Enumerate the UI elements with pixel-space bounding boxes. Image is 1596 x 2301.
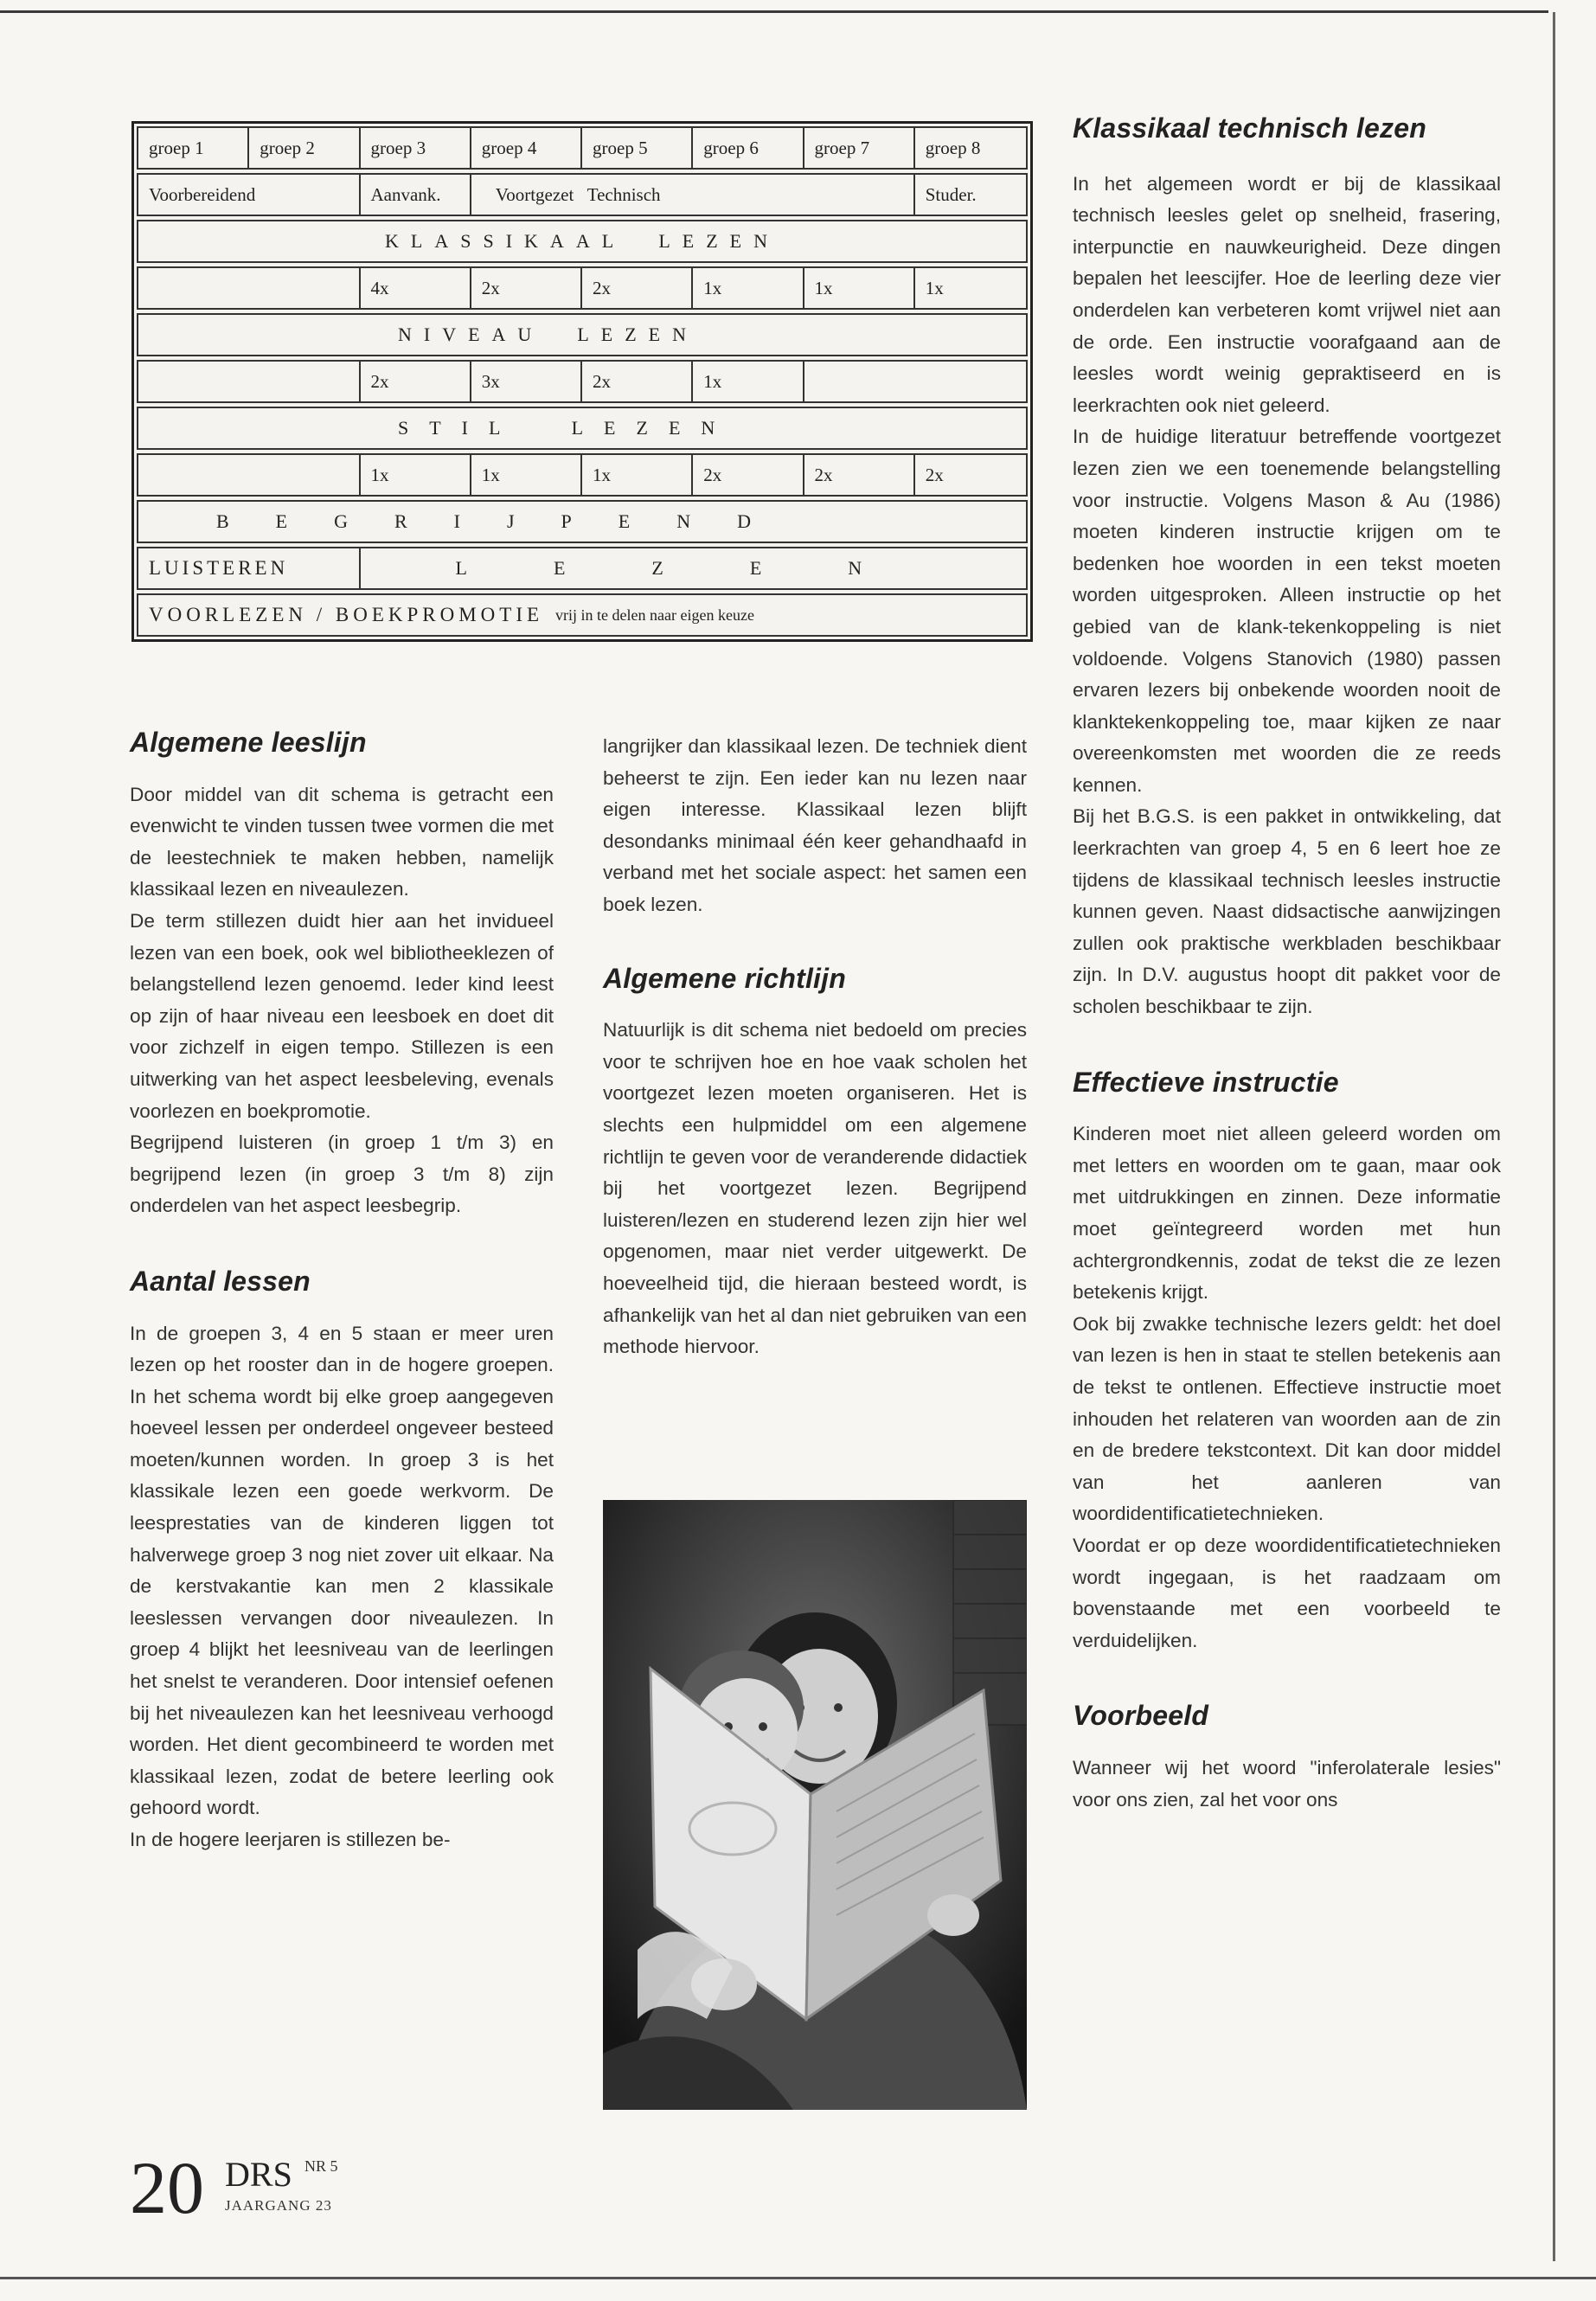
count-cell: 1x	[361, 455, 471, 495]
photo-illustration	[603, 1500, 1027, 2110]
count-cell: 1x	[693, 362, 804, 401]
page-number: 20	[130, 2146, 204, 2229]
paragraph: In de huidige literatuur betreffende voortgezet lezen zien we een toenemende belangstelling voor instructie. Volgens Mason & Au (1986) moeten kinderen instructie krijgen om te bedenken hoe woorden in een tekst moeten worden uitgesproken. Alleen instructie op het gebied van de klank-tekenkoppeling is niet voldoende. Volgens Stanovich (1980) passen ervaren lezers bij onbekende woorden nooit de klanktekenkoppeling toe, maar kijken ze naar overeenkomsten met woorden die ze reeds kennen.	[1073, 426, 1501, 796]
voorlezen-note: vrij in te delen naar eigen keuze	[555, 606, 754, 624]
count-cell: 1x	[804, 268, 915, 308]
lezen-label: LEZEN	[455, 557, 949, 579]
paragraph: In de hogere leerjaren is stillezen be-	[130, 1829, 451, 1850]
heading-algemene-richtlijn: Algemene richtlijn	[603, 962, 846, 994]
count-cell: 2x	[582, 268, 693, 308]
group-cell: groep 3	[361, 128, 471, 168]
volume-label: JAARGANG 23	[225, 2197, 332, 2214]
count-cell: 2x	[693, 455, 804, 495]
schema-row-stil-counts	[137, 453, 1028, 497]
begrijpend-label: BEGRIJPEND	[216, 510, 798, 532]
group-cell: groep 1	[138, 128, 249, 168]
paragraph: Door middel van dit schema is getracht een evenwicht te vinden tussen twee vormen die met de leestechniek te maken hebben, namelijk klassikaal lezen en niveaulezen.	[130, 783, 554, 901]
paragraph: langrijker dan klassikaal lezen. De techniek dient beheerst te zijn. Een ieder kan nu lezen naar eigen interesse. Klassikaal lezen blijft desondanks minimaal één keer gehandhaafd in verband met het sociale aspect: het samen een boek lezen.	[603, 735, 1027, 915]
photo-children-reading	[603, 1500, 1027, 2110]
count-cell: 2x	[471, 268, 582, 308]
niveau-lezen-label: NIVEAU LEZEN	[398, 324, 698, 345]
paragraph: Bij het B.G.S. is een pakket in ontwikkeling, dat leerkrachten van groep 4, 5 en 6 leert hoe ze tijdens de klassikaal technisch leesles instructie kunnen geven. Naast didsactische aanwijzingen zullen ook praktische werkbladen beschikbaar zijn. In D.V. augustus hoopt dit pakket voor de scholen beschikbaar te zijn.	[1073, 805, 1501, 1018]
paragraph: In de groepen 3, 4 en 5 staan er meer uren lezen op het rooster dan in de hogere groepen. In het schema wordt bij elke groep aangegeven hoeveel lessen per onderdeel ongeveer besteed moeten/kunnen worden. In groep 3 is het klassikale lezen een goede werkvorm. De leesprestaties van de kinderen liggen tot halverwege groep 3 nog niet zover uit elkaar. Na de kerstvakantie kan men 2 klassikale leeslessen vervangen door niveaulezen. In groep 4 blijkt het leesniveau van de leerlingen het snelst te veranderen. Door intensief oefenen bij het niveaulezen kan het leesniveau verhoogd worden. Het dient gecombineerd te worden met klassikaal lezen, zodat de betere leerling ook gehoord wordt.	[130, 1322, 554, 1819]
schema-row-phases	[137, 173, 1028, 216]
heading-effectieve-instructie: Effectieve instructie	[1073, 1066, 1339, 1098]
schema-row-klassikaal-label	[137, 220, 1028, 263]
phase-cell: Aanvank.	[361, 175, 471, 215]
heading-klassikaal-technisch-lezen: Klassikaal technisch lezen	[1073, 112, 1426, 144]
empty-cell	[138, 362, 361, 401]
voorlezen-boekpromotie-label: VOORLEZEN / BOEKPROMOTIE	[149, 604, 544, 625]
schema-row-voorlezen	[137, 593, 1028, 637]
phase-cell: Voortgezet Technisch	[471, 175, 915, 215]
count-cell: 1x	[693, 268, 804, 308]
schema-row-klassikaal-counts	[137, 266, 1028, 310]
group-cell: groep 6	[693, 128, 804, 168]
magazine-title: DRS	[225, 2155, 292, 2194]
count-cell: 2x	[804, 455, 915, 495]
issue-number: NR 5	[304, 2157, 338, 2175]
stil-lezen-label: STIL LEZEN	[398, 417, 736, 439]
group-cell: groep 7	[804, 128, 915, 168]
column-2	[603, 731, 1027, 1363]
schema-row-groups	[137, 126, 1028, 170]
luisteren-label: LUISTEREN	[138, 548, 361, 588]
paragraph: Ook bij zwakke technische lezers geldt: het doel van lezen is hen in staat te stellen betekenis aan de tekst te ontlenen. Effectieve instructie moet inhouden het relateren van woorden aan de zin en de bredere tekstcontext. Dit kan door middel van het aanleren van woordidentificatietechnieken.	[1073, 1312, 1501, 1525]
count-cell: 2x	[582, 362, 693, 401]
top-rule	[0, 10, 1548, 13]
empty-cell	[804, 362, 1027, 401]
paragraph: Kinderen moet niet alleen geleerd worden om met letters en woorden om te gaan, maar ook met uitdrukkingen en zinnen. Deze informatie moet geïntegreerd worden met hun achtergrondkennis, zodat de tekst die ze lezen betekenis krijgt.	[1073, 1123, 1501, 1304]
right-rule	[1553, 12, 1555, 2261]
heading-voorbeeld: Voorbeeld	[1073, 1700, 1209, 1732]
voorlezen-cell	[138, 595, 1026, 635]
paragraph: De term stillezen duidt hier aan het invidueel lezen van een boek, ook wel bibliotheeklezen of belangstellend lezen genoemd. Ieder kind leest op zijn of haar niveau een leesboek en doet dit voor zichzelf in eigen tempo. Stillezen is een uitwerking van het aspect leesbeleving, evenals voorlezen en boekpromotie.	[130, 909, 554, 1122]
phase-cell: Voorbereidend	[138, 175, 361, 215]
count-cell: 1x	[582, 455, 693, 495]
count-cell: 3x	[471, 362, 582, 401]
reading-schema-table	[131, 121, 1033, 642]
klassikaal-lezen-label: KLASSIKAAL LEZEN	[385, 230, 779, 252]
group-cell: groep 5	[582, 128, 693, 168]
count-cell: 2x	[925, 464, 944, 485]
schema-row-niveau-label	[137, 313, 1028, 356]
empty-cell	[138, 455, 361, 495]
column-3	[1073, 112, 1501, 1816]
schema-row-stil-label	[137, 407, 1028, 450]
group-cell: groep 8	[925, 137, 981, 158]
column-1	[130, 727, 554, 1856]
schema-row-begrijpend	[137, 500, 1028, 543]
phase-cell: Studer.	[925, 183, 977, 205]
bottom-rule	[0, 2277, 1596, 2279]
heading-algemene-leeslijn: Algemene leeslijn	[130, 727, 367, 758]
paragraph: Natuurlijk is dit schema niet bedoeld om precies voor te schrijven hoe en hoe vaak scholen het voortgezet lezen moeten organiseren. Het is slechts een hulpmiddel om een algemene richtlijn te geven voor de veranderende didactiek bij het voortgezet lezen. Begrijpend luisteren/lezen en studerend lezen zijn hier wel opgenomen, maar niet verder uitgewerkt. De hoeveelheid tijd, die hieraan besteed wordt, is afhankelijk van het al dan niet gebruiken van een methode hiervoor.	[603, 1019, 1027, 1358]
schema-row-luisteren-lezen	[137, 547, 1028, 590]
paragraph: Begrijpend luisteren (in groep 1 t/m 3) en begrijpend lezen (in groep 3 t/m 8) zijn onderdelen van het aspect leesbegrip.	[130, 1131, 554, 1217]
count-cell: 2x	[361, 362, 471, 401]
group-cell: groep 2	[249, 128, 360, 168]
heading-aantal-lessen: Aantal lessen	[130, 1265, 311, 1297]
group-cell: groep 4	[471, 128, 582, 168]
count-cell: 4x	[361, 268, 471, 308]
paragraph: Voordat er op deze woordidentificatietechnieken wordt ingegaan, is het raadzaam om bovenstaande met een voorbeeld te verduidelijken.	[1073, 1534, 1501, 1651]
empty-cell	[138, 268, 361, 308]
count-cell: 1x	[925, 277, 944, 298]
count-cell: 1x	[471, 455, 582, 495]
paragraph: Wanneer wij het woord "inferolaterale lesies" voor ons zien, zal het voor ons	[1073, 1756, 1501, 1811]
schema-row-niveau-counts	[137, 360, 1028, 403]
paragraph: In het algemeen wordt er bij de klassikaal technisch leesles gelet op snelheid, frasering, interpunctie en nauwkeurigheid. Deze dingen bepalen het leescijfer. Hoe de leerling deze vier onderdelen kan verbeteren komt vrijwel niet aan de orde. Een instructie voorafgaand aan de leesles wordt weinig gepraktiseerd en is leerkrachten ook niet geleerd.	[1073, 172, 1501, 416]
